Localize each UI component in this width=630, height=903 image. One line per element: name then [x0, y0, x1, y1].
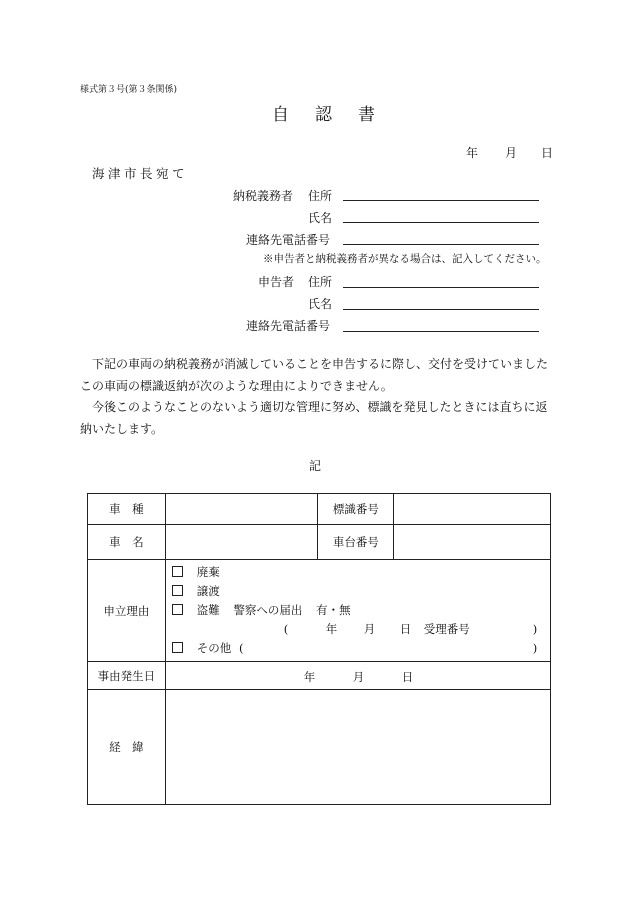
vehicle-record-table: [87, 493, 551, 805]
disposal-checkbox[interactable]: [172, 566, 183, 577]
declarant-note: ※申告者と納税義務者が異なる場合は、記入してください。: [263, 253, 547, 265]
taxpayer-address-field[interactable]: [343, 200, 539, 201]
declarant-name-label: 氏名: [308, 297, 333, 311]
taxpayer-phone-field[interactable]: [343, 244, 539, 245]
option-disposal[interactable]: [166, 563, 550, 582]
theft-label: 盗難: [196, 603, 220, 617]
vehicle-name-field[interactable]: [165, 525, 318, 560]
paren-open: (: [283, 622, 289, 636]
table-row: [88, 560, 551, 662]
reason-options: [165, 560, 550, 662]
other-paren-close: ): [532, 641, 538, 655]
occurrence-date-label: 事由発生日: [88, 662, 166, 690]
taxpayer-role-label: 納税義務者: [233, 189, 294, 203]
occurrence-month-label: 月: [352, 670, 365, 684]
declaration-paragraph-2: 今後このようなことのないよう適切な管理に努め、標識を発見したときには直ちに返納いたします。: [80, 400, 548, 436]
table-row: [88, 525, 551, 560]
disposal-label: 廃棄: [196, 565, 220, 579]
report-month-label: 月: [363, 622, 376, 636]
vehicle-type-field[interactable]: [165, 494, 318, 525]
declarant-address-label: 住所: [308, 275, 333, 289]
table-row: [88, 690, 551, 805]
chassis-number-field[interactable]: [394, 525, 551, 560]
chassis-number-label: 車台番号: [318, 525, 394, 560]
declarant-name-field[interactable]: [343, 309, 539, 310]
declarant-address-field[interactable]: [343, 287, 539, 288]
theft-checkbox[interactable]: [172, 604, 183, 615]
theft-report-details: [166, 620, 550, 639]
other-paren-open: (: [238, 641, 244, 655]
date-year-label: 年: [466, 146, 479, 160]
vehicle-type-label: 車 種: [88, 494, 166, 525]
option-theft[interactable]: [166, 601, 550, 620]
report-year-label: 年: [325, 622, 338, 636]
police-report-label: 警察への届出: [233, 603, 303, 617]
form-number: 様式第３号(第３条関係): [80, 85, 178, 95]
taxpayer-name-field[interactable]: [343, 222, 539, 223]
declaration-paragraph-1: 下記の車両の納税義務が消滅していることを申告するに際し、交付を受けていましたこの車両の標識返納が次のような理由によりできません。: [80, 357, 549, 393]
addressee: 海津市長宛て: [92, 166, 189, 181]
police-report-yes-no[interactable]: 有・無: [316, 603, 351, 617]
other-checkbox[interactable]: [172, 642, 183, 653]
date-month-label: 月: [505, 146, 518, 160]
circumstances-label: 経 緯: [88, 690, 166, 805]
taxpayer-phone-label: 連絡先電話番号: [246, 233, 331, 247]
declarant-phone-field[interactable]: [343, 331, 539, 332]
paren-close: ): [532, 622, 538, 636]
taxpayer-address-label: 住所: [308, 189, 333, 203]
other-label: その他: [196, 641, 232, 655]
transfer-checkbox[interactable]: [172, 585, 183, 596]
date-day-label: 日: [541, 146, 554, 160]
reason-label: 申立理由: [88, 560, 166, 662]
declarant-phone-label: 連絡先電話番号: [246, 319, 331, 333]
vehicle-name-label: 車 名: [88, 525, 166, 560]
transfer-label: 譲渡: [196, 584, 220, 598]
table-row: [88, 494, 551, 525]
document-title: 自認書: [272, 105, 401, 125]
circumstances-field[interactable]: [165, 690, 550, 805]
occurrence-year-label: 年: [303, 670, 316, 684]
table-row: [88, 662, 551, 690]
plate-number-label: 標識番号: [318, 494, 394, 525]
ki-heading: 記: [309, 459, 322, 473]
taxpayer-name-label: 氏名: [308, 211, 333, 225]
occurrence-date-field[interactable]: [165, 662, 550, 690]
plate-number-field[interactable]: [394, 494, 551, 525]
option-other[interactable]: [166, 639, 550, 658]
option-transfer[interactable]: [166, 582, 550, 601]
declarant-role-label: 申告者: [258, 275, 295, 289]
occurrence-day-label: 日: [401, 670, 414, 684]
receipt-number-label: 受理番号: [423, 622, 470, 636]
report-day-label: 日: [399, 622, 412, 636]
